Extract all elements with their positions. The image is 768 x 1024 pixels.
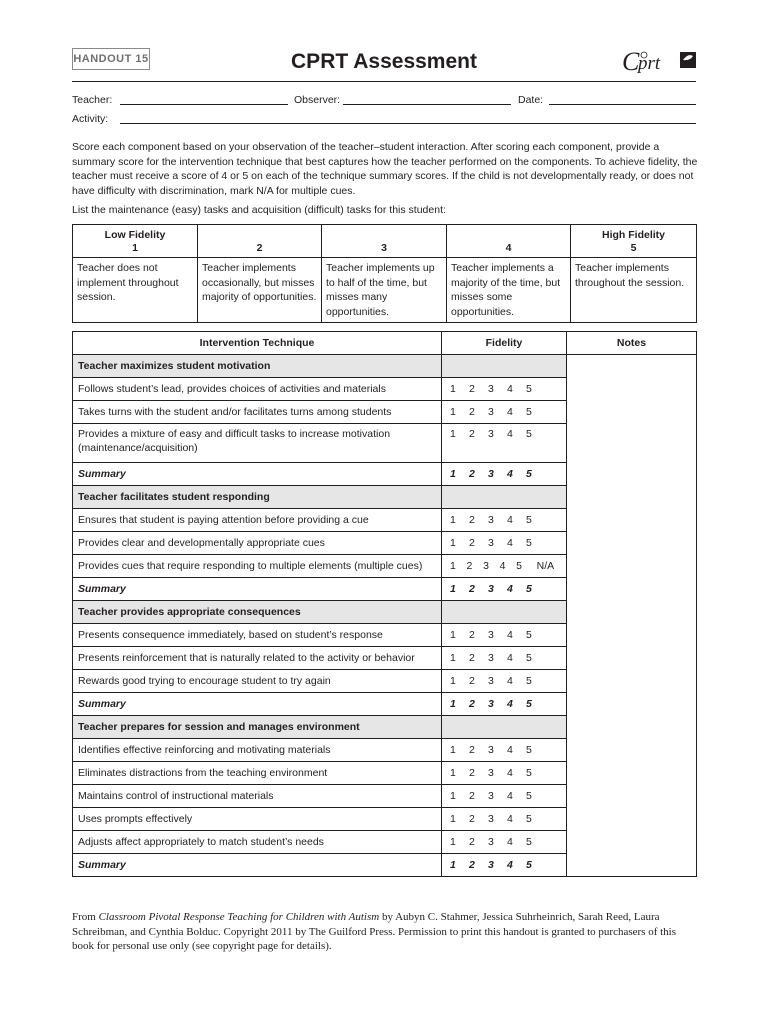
scale-description: Teacher implements throughout the session. [571,258,697,323]
section-fidelity-blank [442,716,567,739]
fidelity-score-option[interactable]: 2 [469,537,475,549]
fidelity-scores[interactable] [447,406,561,418]
scale-level-1: 1 [132,242,138,254]
fidelity-score-option[interactable]: 5 [526,767,532,779]
fidelity-score-option[interactable]: 3 [488,744,494,756]
fidelity-score-option[interactable]: 3 [488,629,494,641]
fidelity-score-option[interactable]: 1 [450,514,456,526]
fidelity-score-option[interactable]: 3 [488,383,494,395]
fidelity-score-option[interactable]: 1 [450,560,456,572]
fidelity-scores[interactable] [447,629,561,641]
instructions-paragraph: Score each component based on your observation of the teacher–student interaction. After scoring each component, provide a summary score for the intervention technique that best captures how the teacher performed on the components. To achieve fidelity, the teacher must receive a score of 4 or 5 on each of the technique summary scores. If the child is not developmentally ready, or does not have difficulty with discrimination, mark N/A for multiple cues. [72,141,698,198]
fidelity-score-option[interactable]: 3 [488,468,494,480]
fidelity-score-option[interactable]: 3 [488,406,494,418]
section-title: Teacher prepares for session and manages environment [73,716,442,739]
fidelity-score-option[interactable]: 3 [488,859,494,871]
page-title: CPRT Assessment [291,50,477,73]
section-title: Teacher provides appropriate consequences [73,601,442,624]
fidelity-score-option[interactable]: 3 [488,813,494,825]
fidelity-score-option[interactable]: 1 [450,428,456,440]
technique-item: Identifies effective reinforcing and motivating materials [73,739,442,762]
section-row [73,355,697,378]
fidelity-score-option[interactable]: 1 [450,537,456,549]
technique-item: Presents consequence immediately, based on student’s response [73,624,442,647]
fidelity-score-option[interactable]: 2 [469,813,475,825]
fidelity-score-option[interactable]: 3 [488,583,494,595]
fidelity-score-cell[interactable] [442,647,567,670]
scale-header-2 [198,225,322,258]
header-rule [72,81,696,82]
scale-header-1 [73,225,198,258]
high-fidelity-label: High Fidelity [602,229,665,241]
technique-item: Adjusts affect appropriately to match student’s needs [73,831,442,854]
fidelity-score-option[interactable]: 4 [507,514,513,526]
col-fidelity: Fidelity [442,332,567,355]
scale-description: Teacher implements occasionally, but misses majority of opportunities. [198,258,322,323]
fidelity-score-option[interactable]: 3 [488,537,494,549]
fidelity-score-option[interactable]: 5 [526,859,532,871]
fidelity-score-option[interactable]: 2 [469,406,475,418]
fidelity-scores[interactable] [447,859,561,871]
instructions [72,140,698,218]
fidelity-score-option[interactable]: 2 [469,790,475,802]
fidelity-scores[interactable] [447,383,561,395]
fidelity-score-option[interactable]: 4 [507,698,513,710]
fidelity-score-cell[interactable] [442,509,567,532]
summary-label: Summary [73,463,442,486]
scale-description: Teacher implements a majority of the time, but misses some opportunities. [447,258,571,323]
fidelity-score-option[interactable]: 4 [507,652,513,664]
fidelity-score-option[interactable]: 1 [450,652,456,664]
section-fidelity-blank [442,355,567,378]
fidelity-scores[interactable] [447,813,561,825]
fidelity-score-cell[interactable] [442,378,567,401]
fidelity-score-option[interactable]: 3 [488,790,494,802]
fidelity-score-cell[interactable] [442,762,567,785]
fidelity-score-cell[interactable] [442,624,567,647]
section-title: Teacher facilitates student responding [73,486,442,509]
scale-description: Teacher does not implement throughout session. [73,258,198,323]
fidelity-score-option[interactable]: 5 [526,836,532,848]
fidelity-score-option[interactable]: 4 [507,859,513,871]
fidelity-scale-table [72,224,697,323]
summary-score-cell[interactable] [442,693,567,716]
section-fidelity-blank [442,486,567,509]
summary-score-cell[interactable] [442,578,567,601]
fidelity-score-option[interactable]: 4 [507,383,513,395]
fidelity-score-option[interactable]: 4 [507,836,513,848]
fidelity-score-option[interactable]: 5 [526,652,532,664]
fidelity-score-option[interactable]: 2 [469,583,475,595]
fidelity-score-option[interactable]: 2 [469,836,475,848]
fidelity-scores[interactable] [447,427,561,441]
fidelity-score-option[interactable]: 4 [507,468,513,480]
fidelity-scores[interactable] [447,744,561,756]
fidelity-score-option[interactable]: 1 [450,859,456,871]
scale-level-3: 3 [381,242,387,254]
fidelity-score-option[interactable]: 2 [469,629,475,641]
fidelity-scores[interactable] [447,468,561,480]
fidelity-score-option[interactable]: 4 [507,629,513,641]
fidelity-score-option[interactable]: 2 [469,514,475,526]
scale-header-5 [571,225,697,258]
fidelity-score-option[interactable]: 1 [450,406,456,418]
task-list-prompt: List the maintenance (easy) tasks and acquisition (difficult) tasks for this student: [72,203,446,216]
fidelity-score-option[interactable]: 3 [488,698,494,710]
fidelity-score-option[interactable]: 5 [526,698,532,710]
fidelity-score-option[interactable]: 4 [507,537,513,549]
col-notes: Notes [567,332,697,355]
fidelity-score-option[interactable]: 1 [450,790,456,802]
fidelity-score-option[interactable]: 2 [466,560,473,572]
technique-item: Maintains control of instructional materials [73,785,442,808]
fidelity-score-option[interactable]: 4 [507,675,513,687]
technique-item: Follows student’s lead, provides choices of activities and materials [73,378,442,401]
fidelity-score-option[interactable]: 5 [526,675,532,687]
technique-item: Provides cues that require responding to multiple elements (multiple cues) [73,555,442,578]
fidelity-score-option[interactable]: 2 [469,698,475,710]
fidelity-score-option[interactable]: 5 [526,406,532,418]
logo-square [680,52,696,68]
fidelity-score-option[interactable]: 4 [499,560,506,572]
na-option[interactable]: N/A [536,560,555,572]
fidelity-score-option[interactable]: 3 [488,514,494,526]
summary-label: Summary [73,578,442,601]
fidelity-score-cell[interactable] [442,831,567,854]
fidelity-score-option[interactable]: 2 [469,468,475,480]
fidelity-score-option[interactable]: 1 [450,629,456,641]
fidelity-score-option[interactable]: 5 [526,383,532,395]
fidelity-score-option[interactable]: 3 [488,675,494,687]
footer-suffix: by Aubyn C. Stahmer, Jessica Suhrheinrich, Sarah Reed, Laura Schreibman, and Cynthia Bolduc. Copyright 2011 by The Guilford Press. Permission to print this handout is granted to purchasers of this book for personal use only (see copyright page for details). [72,911,677,952]
teacher-field[interactable] [120,104,288,105]
fidelity-score-cell[interactable] [442,401,567,424]
fidelity-score-option[interactable]: 3 [488,836,494,848]
technique-item: Rewards good trying to encourage student to try again [73,670,442,693]
fidelity-score-option[interactable]: 5 [526,583,532,595]
section-fidelity-blank [442,601,567,624]
observer-label: Observer: [294,94,341,106]
scale-level-5: 5 [630,242,637,254]
fidelity-score-option[interactable]: 2 [469,675,475,687]
footer-prefix: From [72,911,99,923]
technique-item: Ensures that student is paying attention before providing a cue [73,509,442,532]
technique-item: Presents reinforcement that is naturally related to the activity or behavior [73,647,442,670]
assessment-table [72,331,697,877]
fidelity-score-option[interactable]: 4 [507,767,513,779]
section-title: Teacher maximizes student motivation [73,355,442,378]
copyright-footer [72,910,698,954]
technique-item: Provides a mixture of easy and difficult tasks to increase motivation (maintenance/acquisition) [73,424,442,463]
fidelity-score-cell[interactable] [442,670,567,693]
technique-item: Takes turns with the student and/or facilitates turns among students [73,401,442,424]
col-technique: Intervention Technique [73,332,442,355]
fidelity-score-option[interactable]: 4 [507,813,513,825]
fidelity-scores[interactable] [447,790,561,802]
fidelity-scores[interactable] [447,514,561,526]
fidelity-score-option[interactable]: 3 [488,428,494,440]
scale-level-2: 2 [256,242,263,254]
low-fidelity-label: Low Fidelity [104,229,166,241]
fidelity-score-option[interactable]: 1 [450,468,456,480]
scale-description: Teacher implements up to half of the time, but misses many opportunities. [322,258,447,323]
fidelity-score-option[interactable]: 1 [450,813,456,825]
fidelity-scores[interactable] [447,836,561,848]
teacher-label: Teacher: [72,94,113,106]
summary-score-cell[interactable] [442,463,567,486]
fidelity-score-option[interactable]: 5 [526,514,532,526]
fidelity-score-option[interactable]: 5 [526,744,532,756]
fidelity-score-option[interactable]: 2 [469,383,475,395]
fidelity-scores[interactable] [447,767,561,779]
fidelity-score-option[interactable]: 5 [516,560,522,572]
observer-field[interactable] [343,104,511,105]
fidelity-score-option[interactable]: 1 [450,744,456,756]
fidelity-score-option[interactable]: 4 [507,406,513,418]
technique-item: Eliminates distractions from the teaching environment [73,762,442,785]
summary-score-cell[interactable] [442,854,567,877]
summary-label: Summary [73,854,442,877]
fidelity-score-option[interactable]: 2 [469,767,475,779]
fidelity-score-cell[interactable] [442,785,567,808]
activity-label: Activity: [72,113,109,125]
fidelity-score-option[interactable]: 1 [450,767,456,779]
fidelity-score-option[interactable]: 4 [507,790,513,802]
fidelity-score-option[interactable]: 5 [526,790,532,802]
fidelity-score-option[interactable]: 5 [526,629,532,641]
fidelity-score-option[interactable]: 2 [469,744,475,756]
logo-c: C [622,47,640,76]
fidelity-score-option[interactable]: 5 [526,813,532,825]
fidelity-score-option[interactable]: 4 [507,744,513,756]
fidelity-scores[interactable] [447,675,561,687]
date-label: Date: [518,94,544,106]
technique-item: Uses prompts effectively [73,808,442,831]
fidelity-score-option[interactable]: 1 [450,698,456,710]
fidelity-score-option[interactable]: 4 [507,428,513,440]
fidelity-score-option[interactable]: 5 [526,428,532,440]
fidelity-score-option[interactable]: 1 [450,675,456,687]
scale-level-4: 4 [505,242,512,254]
fidelity-score-option[interactable]: 3 [488,652,494,664]
fidelity-scores[interactable] [447,560,561,572]
fidelity-score-option[interactable]: 1 [450,383,456,395]
date-field[interactable] [549,104,696,105]
fidelity-scores[interactable] [447,537,561,549]
activity-field[interactable] [120,123,696,124]
fidelity-score-cell[interactable] [442,532,567,555]
scale-header-3 [322,225,447,258]
fidelity-score-option[interactable]: 5 [526,537,532,549]
fidelity-scores[interactable] [447,583,561,595]
fidelity-score-option[interactable]: 1 [450,583,456,595]
handout-tag: HANDOUT 15 [72,48,150,70]
fidelity-score-option[interactable]: 3 [488,767,494,779]
fidelity-score-option[interactable]: 2 [469,652,475,664]
fidelity-score-option[interactable]: 1 [450,836,456,848]
footer-book-title: Classroom Pivotal Response Teaching for Children with Autism [98,911,380,923]
fidelity-score-cell[interactable] [442,555,567,578]
fidelity-score-option[interactable]: 2 [469,859,475,871]
fidelity-score-cell[interactable] [442,808,567,831]
fidelity-score-option[interactable]: 5 [526,468,532,480]
fidelity-score-cell[interactable] [442,424,567,463]
fidelity-score-option[interactable]: 3 [483,560,489,572]
notes-area[interactable] [567,355,697,877]
fidelity-scores[interactable] [447,652,561,664]
cprt-logo [622,47,698,77]
summary-label: Summary [73,693,442,716]
scale-header-4 [447,225,571,258]
logo-prt: prt [638,53,661,74]
fidelity-score-option[interactable]: 2 [469,428,475,440]
fidelity-score-option[interactable]: 4 [507,583,513,595]
technique-item: Provides clear and developmentally appropriate cues [73,532,442,555]
fidelity-score-cell[interactable] [442,739,567,762]
fidelity-scores[interactable] [447,698,561,710]
